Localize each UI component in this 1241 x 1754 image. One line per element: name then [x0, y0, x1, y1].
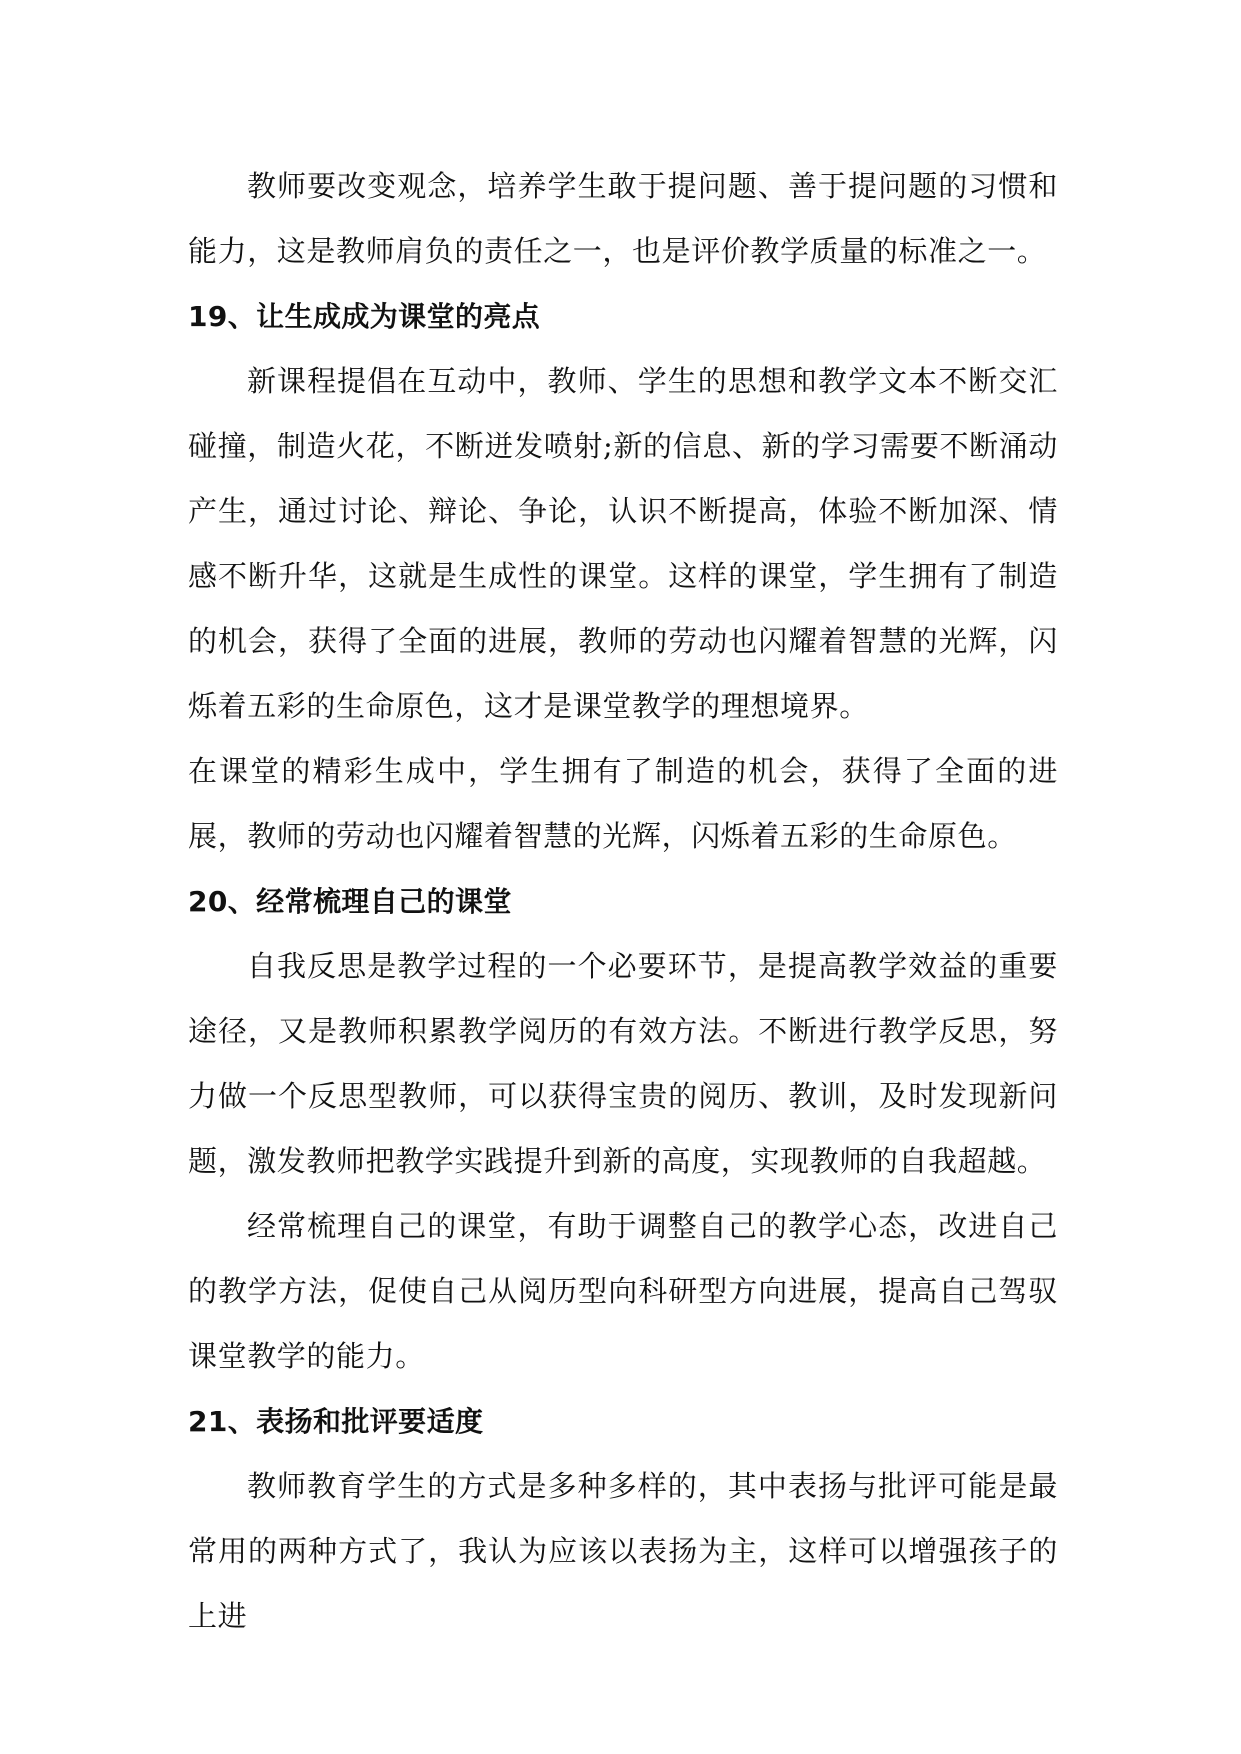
paragraph: 新课程提倡在互动中，教师、学生的思想和教学文本不断交汇碰撞，制造火花，不断迸发喷射;新的信息、新的学习需要不断涌动产生，通过讨论、辩论、争论，认识不断提高，体验不断加深、情感不断升华，这就是生成性的课堂。这样的课堂，学生拥有了制造的机会，获得了全面的进展，教师的劳动也闪耀着智慧的光辉，闪烁着五彩的生命原色，这才是课堂教学的理想境界。 — [188, 364, 1058, 723]
section-heading-21: 21、表扬和批评要适度 — [188, 1405, 484, 1438]
paragraph: 教师要改变观念，培养学生敢于提问题、善于提问题的习惯和能力，这是教师肩负的责任之一，也是评价教学质量的标准之一。 — [188, 169, 1058, 268]
paragraph: 在课堂的精彩生成中，学生拥有了制造的机会，获得了全面的进展，教师的劳动也闪耀着智慧的光辉，闪烁着五彩的生命原色。 — [188, 754, 1058, 853]
paragraph: 自我反思是教学过程的一个必要环节，是提高教学效益的重要途径，又是教师积累教学阅历的有效方法。不断进行教学反思，努力做一个反思型教师，可以获得宝贵的阅历、教训，及时发现新问题，激发教师把教学实践提升到新的高度，实现教师的自我超越。 — [188, 949, 1058, 1178]
document-body — [188, 154, 1058, 1649]
paragraph: 经常梳理自己的课堂，有助于调整自己的教学心态，改进自己的教学方法，促使自己从阅历型向科研型方向进展，提高自己驾驭课堂教学的能力。 — [188, 1209, 1058, 1373]
section-heading-20: 20、经常梳理自己的课堂 — [188, 885, 512, 918]
paragraph: 教师教育学生的方式是多种多样的，其中表扬与批评可能是最常用的两种方式了，我认为应该以表扬为主，这样可以增强孩子的上进 — [188, 1469, 1058, 1633]
section-heading-19: 19、让生成成为课堂的亮点 — [188, 300, 541, 333]
